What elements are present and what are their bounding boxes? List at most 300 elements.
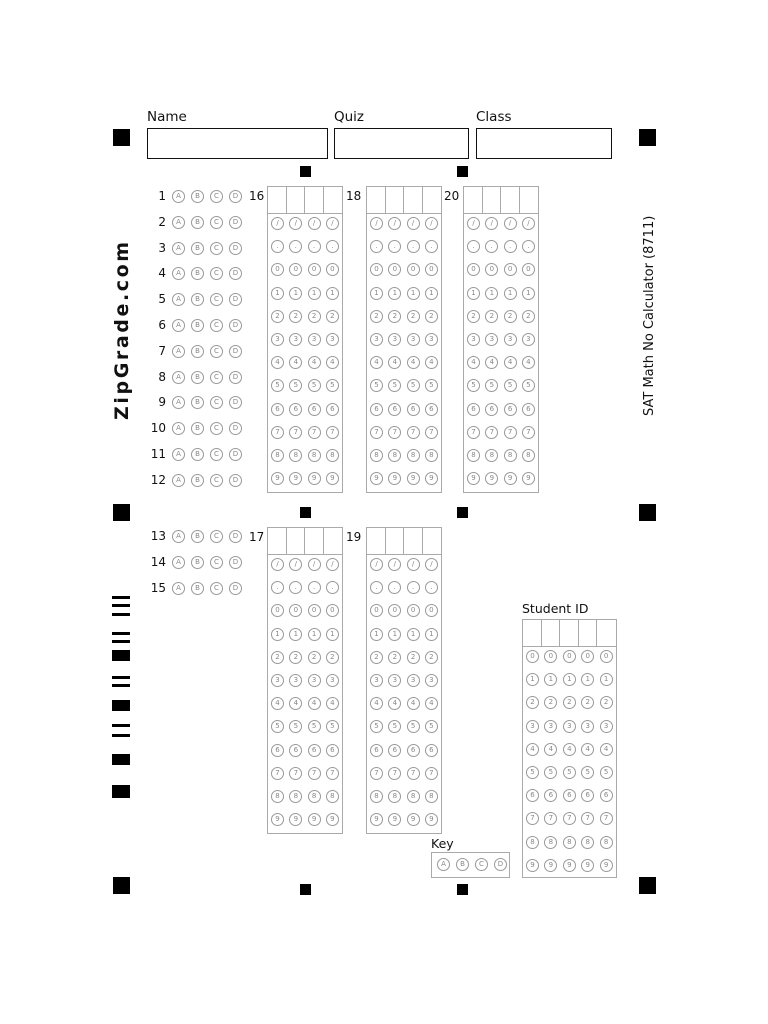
answer-bubble[interactable]: 1	[467, 287, 480, 300]
answer-bubble[interactable]: 0	[370, 263, 383, 276]
answer-bubble[interactable]: 9	[388, 813, 401, 826]
answer-bubble[interactable]: 7	[308, 767, 321, 780]
answer-bubble[interactable]: .	[522, 240, 535, 253]
answer-bubble[interactable]: 7	[485, 426, 498, 439]
answer-bubble[interactable]: 0	[600, 650, 613, 663]
answer-bubble[interactable]: 4	[271, 356, 284, 369]
answer-bubble[interactable]: 4	[504, 356, 517, 369]
answer-bubble[interactable]: C	[210, 293, 223, 306]
answer-bubble[interactable]: .	[407, 240, 420, 253]
entry-cell[interactable]	[423, 187, 442, 213]
answer-bubble[interactable]: .	[326, 240, 339, 253]
answer-bubble[interactable]: 7	[407, 767, 420, 780]
answer-bubble[interactable]: 2	[289, 310, 302, 323]
answer-bubble[interactable]: 9	[504, 472, 517, 485]
answer-bubble[interactable]: 8	[326, 449, 339, 462]
answer-bubble[interactable]: 3	[370, 333, 383, 346]
answer-bubble[interactable]: 7	[522, 426, 535, 439]
answer-bubble[interactable]: 1	[425, 287, 438, 300]
entry-cell[interactable]	[520, 187, 539, 213]
answer-bubble[interactable]: 2	[526, 696, 539, 709]
answer-bubble[interactable]: 2	[289, 651, 302, 664]
answer-bubble[interactable]: 0	[326, 604, 339, 617]
answer-bubble[interactable]: /	[485, 217, 498, 230]
entry-cell[interactable]	[305, 528, 324, 554]
answer-bubble[interactable]: A	[172, 242, 185, 255]
answer-bubble[interactable]: 7	[308, 426, 321, 439]
answer-bubble[interactable]: 6	[370, 744, 383, 757]
answer-bubble[interactable]: 5	[388, 720, 401, 733]
answer-bubble[interactable]: 8	[326, 790, 339, 803]
answer-bubble[interactable]: 9	[544, 859, 557, 872]
answer-bubble[interactable]: B	[191, 396, 204, 409]
answer-bubble[interactable]: /	[326, 217, 339, 230]
answer-bubble[interactable]: 9	[326, 472, 339, 485]
answer-bubble[interactable]: 8	[289, 790, 302, 803]
answer-bubble[interactable]: /	[425, 217, 438, 230]
answer-bubble[interactable]: .	[271, 240, 284, 253]
answer-bubble[interactable]: 6	[467, 403, 480, 416]
answer-bubble[interactable]: 1	[526, 673, 539, 686]
answer-bubble[interactable]: 9	[526, 859, 539, 872]
answer-bubble[interactable]: 2	[522, 310, 535, 323]
answer-bubble[interactable]: 0	[289, 604, 302, 617]
answer-bubble[interactable]: D	[229, 448, 242, 461]
answer-bubble[interactable]: 1	[388, 287, 401, 300]
answer-bubble[interactable]: 5	[326, 720, 339, 733]
answer-bubble[interactable]: /	[308, 217, 321, 230]
answer-bubble[interactable]: /	[326, 558, 339, 571]
answer-bubble[interactable]: 7	[425, 426, 438, 439]
answer-bubble[interactable]: 5	[581, 766, 594, 779]
answer-bubble[interactable]: C	[210, 448, 223, 461]
answer-bubble[interactable]: 4	[326, 697, 339, 710]
answer-bubble[interactable]: B	[191, 319, 204, 332]
answer-bubble[interactable]: 9	[271, 813, 284, 826]
answer-bubble[interactable]: 2	[308, 310, 321, 323]
answer-bubble[interactable]: .	[308, 581, 321, 594]
answer-bubble[interactable]: A	[172, 319, 185, 332]
answer-bubble[interactable]: 2	[326, 310, 339, 323]
answer-bubble[interactable]: 0	[485, 263, 498, 276]
answer-bubble[interactable]: D	[229, 319, 242, 332]
answer-bubble[interactable]: C	[210, 530, 223, 543]
id-entry-cell[interactable]	[523, 620, 542, 646]
answer-bubble[interactable]: 2	[581, 696, 594, 709]
entry-cell[interactable]	[404, 528, 423, 554]
answer-bubble[interactable]: D	[229, 293, 242, 306]
answer-bubble[interactable]: 5	[308, 720, 321, 733]
answer-bubble[interactable]: D	[229, 267, 242, 280]
answer-bubble[interactable]: .	[407, 581, 420, 594]
answer-bubble[interactable]: .	[388, 581, 401, 594]
answer-bubble[interactable]: D	[494, 858, 507, 871]
answer-bubble[interactable]: 9	[370, 472, 383, 485]
answer-bubble[interactable]: 5	[504, 379, 517, 392]
answer-bubble[interactable]: 1	[600, 673, 613, 686]
answer-bubble[interactable]: 9	[289, 813, 302, 826]
answer-bubble[interactable]: 8	[271, 790, 284, 803]
answer-bubble[interactable]: 9	[563, 859, 576, 872]
entry-cell[interactable]	[367, 528, 386, 554]
answer-bubble[interactable]: .	[425, 581, 438, 594]
answer-bubble[interactable]: 1	[504, 287, 517, 300]
answer-bubble[interactable]: 2	[370, 310, 383, 323]
answer-bubble[interactable]: C	[210, 345, 223, 358]
answer-bubble[interactable]: 7	[563, 812, 576, 825]
entry-cell[interactable]	[367, 187, 386, 213]
answer-bubble[interactable]: D	[229, 371, 242, 384]
entry-cell[interactable]	[268, 528, 287, 554]
answer-bubble[interactable]: 3	[407, 333, 420, 346]
answer-bubble[interactable]: C	[210, 396, 223, 409]
answer-bubble[interactable]: 1	[544, 673, 557, 686]
answer-bubble[interactable]: B	[191, 582, 204, 595]
answer-bubble[interactable]: 6	[407, 403, 420, 416]
answer-bubble[interactable]: 4	[407, 697, 420, 710]
answer-bubble[interactable]: A	[172, 556, 185, 569]
answer-bubble[interactable]: 8	[485, 449, 498, 462]
answer-bubble[interactable]: 9	[308, 472, 321, 485]
answer-bubble[interactable]: .	[388, 240, 401, 253]
answer-bubble[interactable]: /	[522, 217, 535, 230]
answer-bubble[interactable]: 7	[289, 767, 302, 780]
answer-bubble[interactable]: 5	[600, 766, 613, 779]
answer-bubble[interactable]: 3	[326, 674, 339, 687]
answer-bubble[interactable]: 8	[425, 449, 438, 462]
answer-bubble[interactable]: B	[191, 530, 204, 543]
answer-bubble[interactable]: 5	[388, 379, 401, 392]
answer-bubble[interactable]: 1	[425, 628, 438, 641]
answer-bubble[interactable]: 4	[326, 356, 339, 369]
answer-bubble[interactable]: 9	[522, 472, 535, 485]
answer-bubble[interactable]: 8	[370, 790, 383, 803]
answer-bubble[interactable]: .	[326, 581, 339, 594]
answer-bubble[interactable]: /	[504, 217, 517, 230]
id-entry-cell[interactable]	[597, 620, 616, 646]
answer-bubble[interactable]: 0	[407, 604, 420, 617]
answer-bubble[interactable]: 3	[504, 333, 517, 346]
answer-bubble[interactable]: B	[191, 422, 204, 435]
answer-bubble[interactable]: 0	[388, 604, 401, 617]
answer-bubble[interactable]: 4	[370, 356, 383, 369]
answer-bubble[interactable]: 7	[326, 767, 339, 780]
entry-cell[interactable]	[501, 187, 520, 213]
answer-bubble[interactable]: C	[210, 216, 223, 229]
answer-bubble[interactable]: 1	[388, 628, 401, 641]
answer-bubble[interactable]: C	[210, 371, 223, 384]
answer-bubble[interactable]: C	[210, 582, 223, 595]
answer-bubble[interactable]: 1	[522, 287, 535, 300]
answer-bubble[interactable]: 0	[289, 263, 302, 276]
answer-bubble[interactable]: 1	[271, 628, 284, 641]
answer-bubble[interactable]: 6	[370, 403, 383, 416]
answer-bubble[interactable]: A	[172, 293, 185, 306]
answer-bubble[interactable]: 8	[289, 449, 302, 462]
answer-bubble[interactable]: 5	[289, 379, 302, 392]
answer-bubble[interactable]: 8	[544, 836, 557, 849]
answer-bubble[interactable]: 3	[289, 333, 302, 346]
entry-cell[interactable]	[464, 187, 483, 213]
answer-bubble[interactable]: B	[191, 448, 204, 461]
answer-bubble[interactable]: D	[229, 242, 242, 255]
answer-bubble[interactable]: /	[467, 217, 480, 230]
answer-bubble[interactable]: 2	[425, 310, 438, 323]
answer-bubble[interactable]: 6	[563, 789, 576, 802]
answer-bubble[interactable]: 8	[388, 449, 401, 462]
answer-bubble[interactable]: 4	[388, 697, 401, 710]
answer-bubble[interactable]: 7	[425, 767, 438, 780]
answer-bubble[interactable]: 7	[388, 767, 401, 780]
answer-bubble[interactable]: 4	[600, 743, 613, 756]
answer-bubble[interactable]: A	[172, 474, 185, 487]
answer-bubble[interactable]: 3	[370, 674, 383, 687]
answer-bubble[interactable]: 0	[425, 604, 438, 617]
answer-bubble[interactable]: 5	[370, 720, 383, 733]
entry-cell[interactable]	[386, 528, 405, 554]
entry-cell[interactable]	[287, 187, 306, 213]
answer-bubble[interactable]: 2	[485, 310, 498, 323]
answer-bubble[interactable]: 3	[600, 720, 613, 733]
answer-bubble[interactable]: A	[172, 530, 185, 543]
answer-bubble[interactable]: 1	[308, 287, 321, 300]
answer-bubble[interactable]: 4	[308, 697, 321, 710]
answer-bubble[interactable]: C	[210, 422, 223, 435]
answer-bubble[interactable]: 0	[326, 263, 339, 276]
answer-bubble[interactable]: 3	[271, 674, 284, 687]
answer-bubble[interactable]: 7	[581, 812, 594, 825]
answer-bubble[interactable]: B	[456, 858, 469, 871]
answer-bubble[interactable]: 2	[544, 696, 557, 709]
answer-bubble[interactable]: 9	[467, 472, 480, 485]
answer-bubble[interactable]: .	[370, 581, 383, 594]
answer-bubble[interactable]: 5	[526, 766, 539, 779]
answer-bubble[interactable]: 7	[467, 426, 480, 439]
answer-bubble[interactable]: D	[229, 396, 242, 409]
answer-bubble[interactable]: /	[388, 558, 401, 571]
answer-bubble[interactable]: 9	[485, 472, 498, 485]
answer-bubble[interactable]: 4	[370, 697, 383, 710]
answer-bubble[interactable]: 6	[544, 789, 557, 802]
answer-bubble[interactable]: 4	[289, 697, 302, 710]
answer-bubble[interactable]: 6	[581, 789, 594, 802]
answer-bubble[interactable]: 3	[563, 720, 576, 733]
answer-bubble[interactable]: .	[467, 240, 480, 253]
answer-bubble[interactable]: 6	[289, 744, 302, 757]
answer-bubble[interactable]: B	[191, 345, 204, 358]
answer-bubble[interactable]: 1	[289, 628, 302, 641]
entry-cell[interactable]	[423, 528, 442, 554]
answer-bubble[interactable]: 7	[526, 812, 539, 825]
answer-bubble[interactable]: 9	[407, 472, 420, 485]
answer-bubble[interactable]: 2	[504, 310, 517, 323]
answer-bubble[interactable]: 0	[425, 263, 438, 276]
answer-bubble[interactable]: B	[191, 371, 204, 384]
answer-bubble[interactable]: 9	[370, 813, 383, 826]
entry-cell[interactable]	[386, 187, 405, 213]
answer-bubble[interactable]: 6	[388, 744, 401, 757]
answer-bubble[interactable]: 5	[522, 379, 535, 392]
answer-bubble[interactable]: 6	[289, 403, 302, 416]
answer-bubble[interactable]: 8	[370, 449, 383, 462]
answer-bubble[interactable]: 9	[271, 472, 284, 485]
entry-cell[interactable]	[305, 187, 324, 213]
answer-bubble[interactable]: 3	[425, 674, 438, 687]
answer-bubble[interactable]: .	[485, 240, 498, 253]
answer-bubble[interactable]: 8	[407, 790, 420, 803]
answer-bubble[interactable]: 7	[326, 426, 339, 439]
answer-bubble[interactable]: 2	[370, 651, 383, 664]
answer-bubble[interactable]: 9	[407, 813, 420, 826]
answer-bubble[interactable]: B	[191, 190, 204, 203]
answer-bubble[interactable]: .	[504, 240, 517, 253]
answer-bubble[interactable]: 5	[289, 720, 302, 733]
answer-bubble[interactable]: 0	[370, 604, 383, 617]
answer-bubble[interactable]: C	[210, 267, 223, 280]
answer-bubble[interactable]: A	[172, 345, 185, 358]
answer-bubble[interactable]: 8	[308, 449, 321, 462]
answer-bubble[interactable]: 6	[425, 403, 438, 416]
answer-bubble[interactable]: /	[407, 558, 420, 571]
answer-bubble[interactable]: 5	[544, 766, 557, 779]
answer-bubble[interactable]: 0	[407, 263, 420, 276]
answer-bubble[interactable]: 3	[308, 333, 321, 346]
answer-bubble[interactable]: C	[210, 242, 223, 255]
answer-bubble[interactable]: 2	[563, 696, 576, 709]
answer-bubble[interactable]: 8	[271, 449, 284, 462]
answer-bubble[interactable]: /	[308, 558, 321, 571]
id-entry-cell[interactable]	[579, 620, 598, 646]
answer-bubble[interactable]: 7	[504, 426, 517, 439]
answer-bubble[interactable]: 1	[326, 287, 339, 300]
answer-bubble[interactable]: 7	[388, 426, 401, 439]
answer-bubble[interactable]: 8	[526, 836, 539, 849]
answer-bubble[interactable]: 8	[388, 790, 401, 803]
answer-bubble[interactable]: 8	[522, 449, 535, 462]
answer-bubble[interactable]: 0	[544, 650, 557, 663]
answer-bubble[interactable]: 2	[407, 651, 420, 664]
answer-bubble[interactable]: 3	[407, 674, 420, 687]
answer-bubble[interactable]: .	[308, 240, 321, 253]
answer-bubble[interactable]: 9	[326, 813, 339, 826]
answer-bubble[interactable]: /	[407, 217, 420, 230]
answer-bubble[interactable]: A	[172, 396, 185, 409]
answer-bubble[interactable]: 8	[581, 836, 594, 849]
answer-bubble[interactable]: 7	[271, 426, 284, 439]
answer-bubble[interactable]: .	[370, 240, 383, 253]
answer-bubble[interactable]: .	[425, 240, 438, 253]
answer-bubble[interactable]: 6	[425, 744, 438, 757]
id-entry-cell[interactable]	[560, 620, 579, 646]
entry-cell[interactable]	[324, 187, 343, 213]
answer-bubble[interactable]: 2	[600, 696, 613, 709]
answer-bubble[interactable]: 0	[526, 650, 539, 663]
answer-bubble[interactable]: A	[172, 582, 185, 595]
answer-bubble[interactable]: 0	[581, 650, 594, 663]
answer-bubble[interactable]: A	[172, 267, 185, 280]
answer-bubble[interactable]: 4	[425, 697, 438, 710]
answer-bubble[interactable]: 0	[563, 650, 576, 663]
answer-bubble[interactable]: .	[289, 240, 302, 253]
answer-bubble[interactable]: 0	[522, 263, 535, 276]
answer-bubble[interactable]: 1	[563, 673, 576, 686]
answer-bubble[interactable]: 8	[425, 790, 438, 803]
answer-bubble[interactable]: 5	[308, 379, 321, 392]
answer-bubble[interactable]: 1	[581, 673, 594, 686]
answer-bubble[interactable]: /	[271, 558, 284, 571]
answer-bubble[interactable]: 6	[388, 403, 401, 416]
answer-bubble[interactable]: 5	[370, 379, 383, 392]
answer-bubble[interactable]: 7	[271, 767, 284, 780]
class-field[interactable]	[476, 128, 612, 159]
answer-bubble[interactable]: 4	[407, 356, 420, 369]
answer-bubble[interactable]: 7	[600, 812, 613, 825]
answer-bubble[interactable]: 9	[600, 859, 613, 872]
answer-bubble[interactable]: 5	[271, 720, 284, 733]
answer-bubble[interactable]: 1	[271, 287, 284, 300]
answer-bubble[interactable]: 0	[467, 263, 480, 276]
answer-bubble[interactable]: A	[172, 371, 185, 384]
answer-bubble[interactable]: 8	[308, 790, 321, 803]
answer-bubble[interactable]: 6	[522, 403, 535, 416]
answer-bubble[interactable]: /	[289, 217, 302, 230]
answer-bubble[interactable]: 9	[425, 813, 438, 826]
answer-bubble[interactable]: C	[475, 858, 488, 871]
answer-bubble[interactable]: B	[191, 556, 204, 569]
answer-bubble[interactable]: /	[289, 558, 302, 571]
answer-bubble[interactable]: D	[229, 530, 242, 543]
answer-bubble[interactable]: 4	[522, 356, 535, 369]
answer-bubble[interactable]: A	[172, 422, 185, 435]
answer-bubble[interactable]: 3	[544, 720, 557, 733]
answer-bubble[interactable]: 3	[522, 333, 535, 346]
entry-cell[interactable]	[268, 187, 287, 213]
answer-bubble[interactable]: 3	[581, 720, 594, 733]
answer-bubble[interactable]: 6	[504, 403, 517, 416]
answer-bubble[interactable]: A	[437, 858, 450, 871]
answer-bubble[interactable]: 8	[504, 449, 517, 462]
answer-bubble[interactable]: 3	[289, 674, 302, 687]
answer-bubble[interactable]: .	[271, 581, 284, 594]
answer-bubble[interactable]: 0	[308, 604, 321, 617]
answer-bubble[interactable]: 1	[308, 628, 321, 641]
answer-bubble[interactable]: 7	[544, 812, 557, 825]
id-entry-cell[interactable]	[542, 620, 561, 646]
answer-bubble[interactable]: 2	[308, 651, 321, 664]
answer-bubble[interactable]: D	[229, 345, 242, 358]
answer-bubble[interactable]: 0	[504, 263, 517, 276]
name-field[interactable]	[147, 128, 328, 159]
entry-cell[interactable]	[483, 187, 502, 213]
answer-bubble[interactable]: 0	[271, 263, 284, 276]
answer-bubble[interactable]: /	[370, 558, 383, 571]
answer-bubble[interactable]: C	[210, 190, 223, 203]
answer-bubble[interactable]: 5	[326, 379, 339, 392]
answer-bubble[interactable]: A	[172, 190, 185, 203]
answer-bubble[interactable]: B	[191, 242, 204, 255]
answer-bubble[interactable]: 4	[308, 356, 321, 369]
answer-bubble[interactable]: 5	[485, 379, 498, 392]
answer-bubble[interactable]: /	[425, 558, 438, 571]
answer-bubble[interactable]: 4	[271, 697, 284, 710]
answer-bubble[interactable]: 2	[271, 310, 284, 323]
answer-bubble[interactable]: 1	[370, 628, 383, 641]
answer-bubble[interactable]: 6	[326, 744, 339, 757]
answer-bubble[interactable]: 3	[271, 333, 284, 346]
answer-bubble[interactable]: 4	[563, 743, 576, 756]
answer-bubble[interactable]: 9	[308, 813, 321, 826]
answer-bubble[interactable]: 1	[407, 628, 420, 641]
